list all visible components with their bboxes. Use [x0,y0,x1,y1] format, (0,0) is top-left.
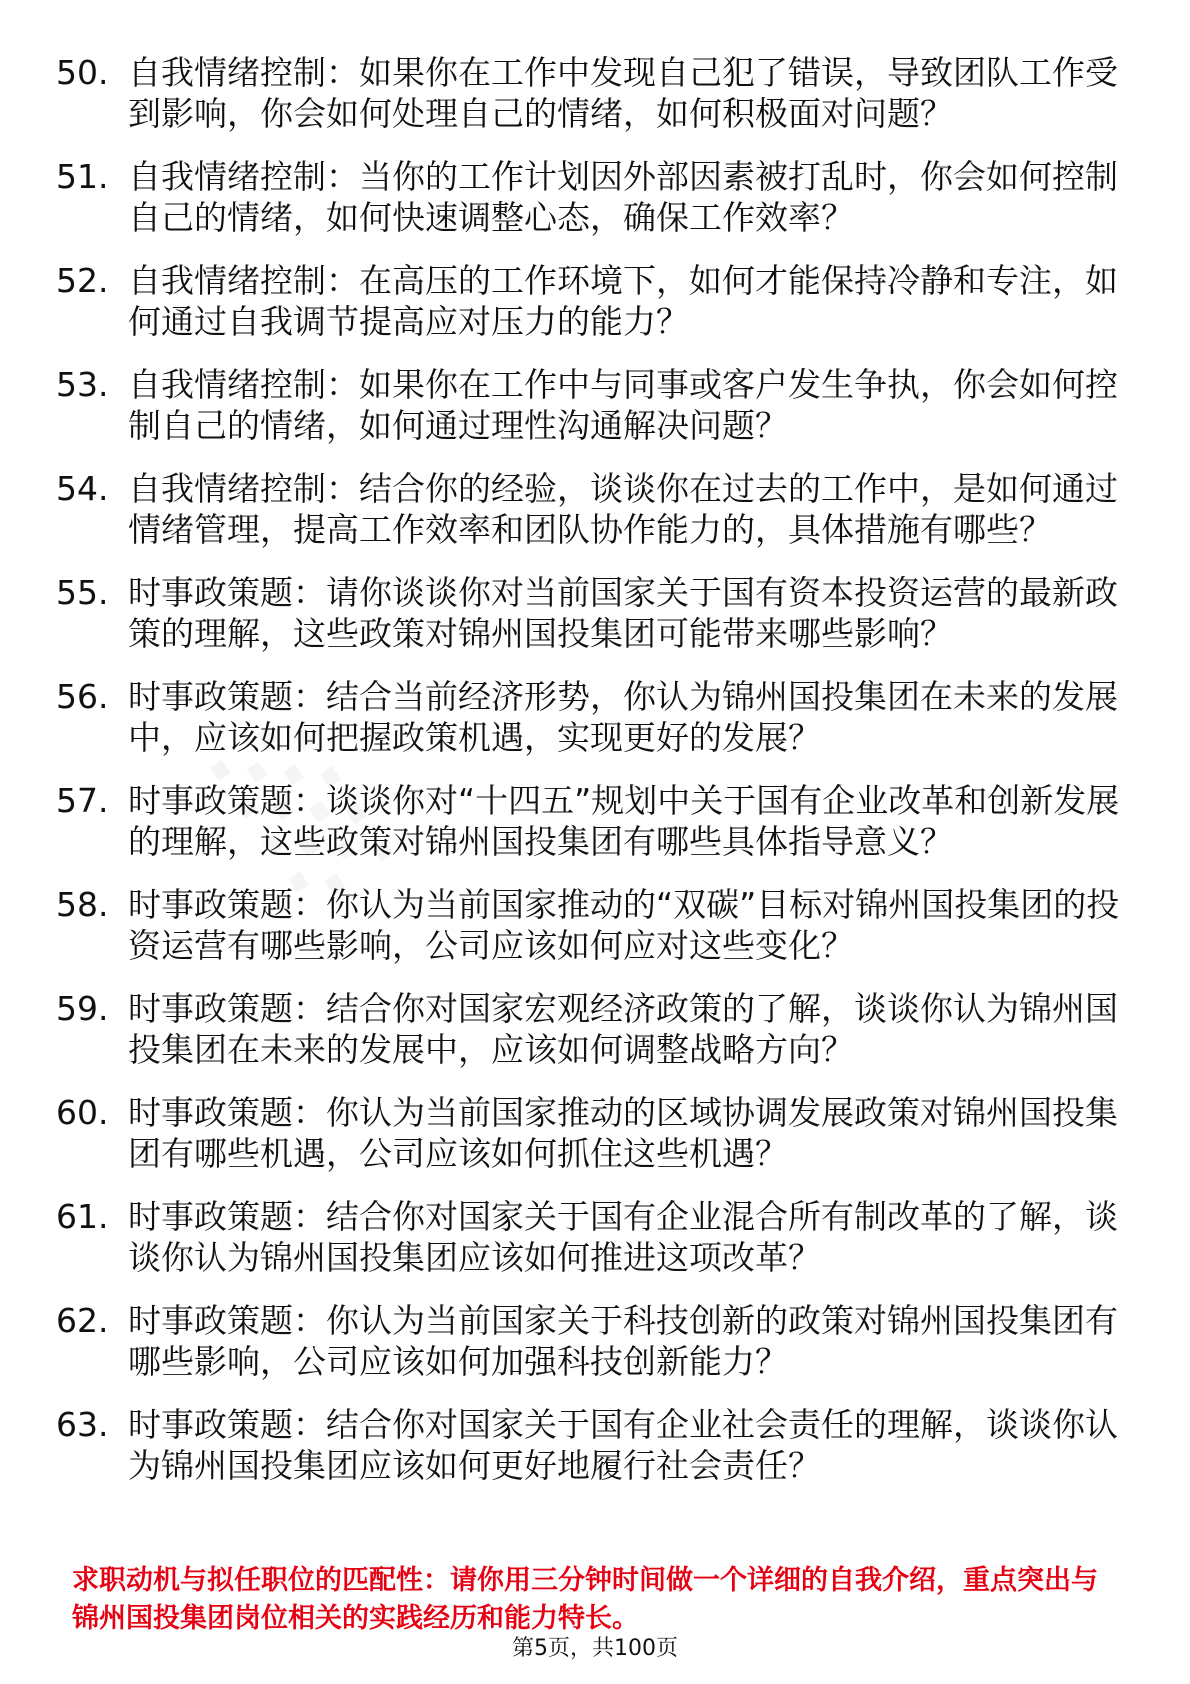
question-item [56,52,1136,134]
page-number: 第5页，共100页 [512,1636,678,1661]
question-number: 57. [56,781,109,820]
question-number: 58. [56,885,109,924]
question-text: 时事政策题：谈谈你对“十四五”规划中关于国有企业改革和创新发展的理解，这些政策对锦州国投集团有哪些具体指导意义？ [128,781,1120,861]
question-text: 时事政策题：你认为当前国家推动的“双碳”目标对锦州国投集团的投资运营有哪些影响，公司应该如何应对这些变化？ [128,885,1120,965]
question-item [56,260,1136,342]
question-text: 时事政策题：你认为当前国家关于科技创新的政策对锦州国投集团有哪些影响，公司应该如何加强科技创新能力？ [128,1301,1118,1381]
question-item [56,780,1136,862]
question-item [56,1404,1136,1486]
question-item [56,156,1136,238]
question-text: 时事政策题：请你谈谈你对当前国家关于国有资本投资运营的最新政策的理解，这些政策对锦州国投集团可能带来哪些影响？ [128,573,1118,653]
question-number: 59. [56,989,109,1028]
question-item [56,1300,1136,1382]
question-list [56,52,1136,1508]
question-item [56,884,1136,966]
question-item [56,572,1136,654]
question-number: 63. [56,1405,109,1444]
question-number: 54. [56,469,109,508]
question-number: 62. [56,1301,109,1340]
question-text: 时事政策题：结合你对国家宏观经济政策的了解，谈谈你认为锦州国投集团在未来的发展中，应该如何调整战略方向？ [128,989,1118,1069]
question-item [56,676,1136,758]
question-number: 52. [56,261,109,300]
question-text: 时事政策题：结合你对国家关于国有企业混合所有制改革的了解，谈谈你认为锦州国投集团应该如何推进这项改革？ [128,1197,1118,1277]
question-item [56,468,1136,550]
question-item [56,1092,1136,1174]
question-number: 56. [56,677,109,716]
question-number: 50. [56,53,109,92]
question-text: 自我情绪控制：在高压的工作环境下，如何才能保持冷静和专注，如何通过自我调节提高应对压力的能力？ [128,261,1118,341]
question-number: 51. [56,157,109,196]
question-text: 自我情绪控制：当你的工作计划因外部因素被打乱时，你会如何控制自己的情绪，如何快速调整心态，确保工作效率？ [128,157,1118,237]
question-number: 60. [56,1093,109,1132]
question-text: 时事政策题：结合你对国家关于国有企业社会责任的理解，谈谈你认为锦州国投集团应该如何更好地履行社会责任？ [128,1405,1118,1485]
question-number: 61. [56,1197,109,1236]
question-number: 53. [56,365,109,404]
question-text: 自我情绪控制：如果你在工作中与同事或客户发生争执，你会如何控制自己的情绪，如何通过理性沟通解决问题？ [128,365,1118,445]
question-item [56,1196,1136,1278]
question-item [56,988,1136,1070]
question-text: 自我情绪控制：如果你在工作中发现自己犯了错误，导致团队工作受到影响，你会如何处理自己的情绪，如何积极面对问题？ [128,53,1118,133]
highlighted-question: 求职动机与拟任职位的匹配性：请你用三分钟时间做一个详细的自我介绍，重点突出与锦州国投集团岗位相关的实践经历和能力特长。 [72,1565,1098,1634]
question-text: 时事政策题：结合当前经济形势，你认为锦州国投集团在未来的发展中，应该如何把握政策机遇，实现更好的发展？ [128,677,1118,757]
question-text: 时事政策题：你认为当前国家推动的区域协调发展政策对锦州国投集团有哪些机遇，公司应该如何抓住这些机遇？ [128,1093,1118,1173]
question-text: 自我情绪控制：结合你的经验，谈谈你在过去的工作中，是如何通过情绪管理，提高工作效率和团队协作能力的，具体措施有哪些？ [128,469,1118,549]
question-number: 55. [56,573,109,612]
question-item [56,364,1136,446]
